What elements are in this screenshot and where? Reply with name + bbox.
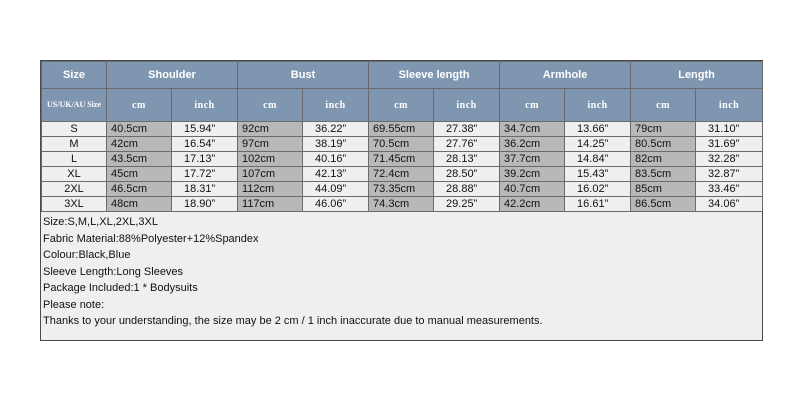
size-cell: L — [42, 152, 107, 167]
unit-inch: inch — [303, 89, 369, 122]
inch-cell: 28.88” — [434, 182, 500, 197]
cm-cell: 40.7cm — [500, 182, 565, 197]
inch-cell: 29.25” — [434, 197, 500, 212]
unit-cm: cm — [631, 89, 696, 122]
header-size: Size — [42, 62, 107, 89]
header-armhole: Armhole — [500, 62, 631, 89]
cm-cell: 97cm — [238, 137, 303, 152]
size-cell: M — [42, 137, 107, 152]
inch-cell: 34.06” — [696, 197, 763, 212]
cm-cell: 34.7cm — [500, 122, 565, 137]
cm-cell: 45cm — [107, 167, 172, 182]
inch-cell: 13.66” — [565, 122, 631, 137]
cm-cell: 71.45cm — [369, 152, 434, 167]
size-cell: XL — [42, 167, 107, 182]
note-sizes: Size:S,M,L,XL,2XL,3XL — [43, 216, 158, 228]
size-chart-table — [41, 61, 763, 212]
inch-cell: 27.76” — [434, 137, 500, 152]
cm-cell: 37.7cm — [500, 152, 565, 167]
note-fabric-material: Fabric Material:88%Polyester+12%Spandex — [43, 232, 259, 245]
inch-cell: 28.13” — [434, 152, 500, 167]
cm-cell: 48cm — [107, 197, 172, 212]
inch-cell: 32.28” — [696, 152, 763, 167]
inch-cell: 40.16” — [303, 152, 369, 167]
size-cell: 3XL — [42, 197, 107, 212]
cm-cell: 102cm — [238, 152, 303, 167]
header-shoulder: Shoulder — [107, 62, 238, 89]
cm-cell: 73.35cm — [369, 182, 434, 197]
product-notes — [43, 214, 758, 330]
size-cell: 2XL — [42, 182, 107, 197]
region-label: US/UK/AU Size — [42, 89, 107, 122]
unit-cm: cm — [238, 89, 303, 122]
unit-inch: inch — [172, 89, 238, 122]
cm-cell: 70.5cm — [369, 137, 434, 152]
table-row — [42, 197, 763, 212]
cm-cell: 112cm — [238, 182, 303, 197]
table-row — [42, 167, 763, 182]
inch-cell: 33.46” — [696, 182, 763, 197]
unit-inch: inch — [696, 89, 763, 122]
inch-cell: 16.61” — [565, 197, 631, 212]
table-row — [42, 137, 763, 152]
cm-cell: 69.55cm — [369, 122, 434, 137]
cm-cell: 79cm — [631, 122, 696, 137]
inch-cell: 28.50” — [434, 167, 500, 182]
header-sleeve-length: Sleeve length — [369, 62, 500, 89]
inch-cell: 44.09” — [303, 182, 369, 197]
size-cell: S — [42, 122, 107, 137]
table-row — [42, 152, 763, 167]
header-bust: Bust — [238, 62, 369, 89]
note-colour: Colour:Black,Blue — [43, 249, 131, 261]
cm-cell: 72.4cm — [369, 167, 434, 182]
inch-cell: 36.22” — [303, 122, 369, 137]
inch-cell: 32.87” — [696, 167, 763, 182]
cm-cell: 40.5cm — [107, 122, 172, 137]
unit-inch: inch — [565, 89, 631, 122]
inch-cell: 17.72” — [172, 167, 238, 182]
table-row — [42, 122, 763, 137]
cm-cell: 86.5cm — [631, 197, 696, 212]
cm-cell: 107cm — [238, 167, 303, 182]
inch-cell: 15.94” — [172, 122, 238, 137]
cm-cell: 92cm — [238, 122, 303, 137]
cm-cell: 39.2cm — [500, 167, 565, 182]
inch-cell: 18.31” — [172, 182, 238, 197]
note-sleeve-length: Sleeve Length:Long Sleeves — [43, 265, 184, 278]
cm-cell: 42cm — [107, 137, 172, 152]
inch-cell: 16.02” — [565, 182, 631, 197]
cm-cell: 83.5cm — [631, 167, 696, 182]
cm-cell: 74.3cm — [369, 197, 434, 212]
inch-cell: 17.13” — [172, 152, 238, 167]
note-package-included: Package Included:1 * Bodysuits — [43, 282, 198, 294]
inch-cell: 16.54” — [172, 137, 238, 152]
cm-cell: 85cm — [631, 182, 696, 197]
cm-cell: 117cm — [238, 197, 303, 212]
header-row — [42, 62, 763, 89]
inch-cell: 27.38” — [434, 122, 500, 137]
header-length: Length — [631, 62, 763, 89]
note-please-note: Please note: — [43, 298, 105, 311]
size-rows — [42, 122, 763, 212]
size-chart-panel — [40, 60, 763, 341]
note-measurement-disclaimer: Thanks to your understanding, the size may be 2 cm / 1 inch inaccurate due to manual measurements. — [43, 315, 543, 327]
cm-cell: 36.2cm — [500, 137, 565, 152]
inch-cell: 15.43” — [565, 167, 631, 182]
cm-cell: 46.5cm — [107, 182, 172, 197]
inch-cell: 14.25” — [565, 137, 631, 152]
unit-row — [42, 89, 763, 122]
inch-cell: 14.84” — [565, 152, 631, 167]
cm-cell: 43.5cm — [107, 152, 172, 167]
cm-cell: 42.2cm — [500, 197, 565, 212]
unit-cm: cm — [500, 89, 565, 122]
inch-cell: 31.69” — [696, 137, 763, 152]
unit-cm: cm — [369, 89, 434, 122]
inch-cell: 31.10” — [696, 122, 763, 137]
cm-cell: 82cm — [631, 152, 696, 167]
unit-cm: cm — [107, 89, 172, 122]
inch-cell: 42.13” — [303, 167, 369, 182]
table-row — [42, 182, 763, 197]
inch-cell: 18.90” — [172, 197, 238, 212]
unit-inch: inch — [434, 89, 500, 122]
cm-cell: 80.5cm — [631, 137, 696, 152]
inch-cell: 46.06” — [303, 197, 369, 212]
inch-cell: 38.19” — [303, 137, 369, 152]
